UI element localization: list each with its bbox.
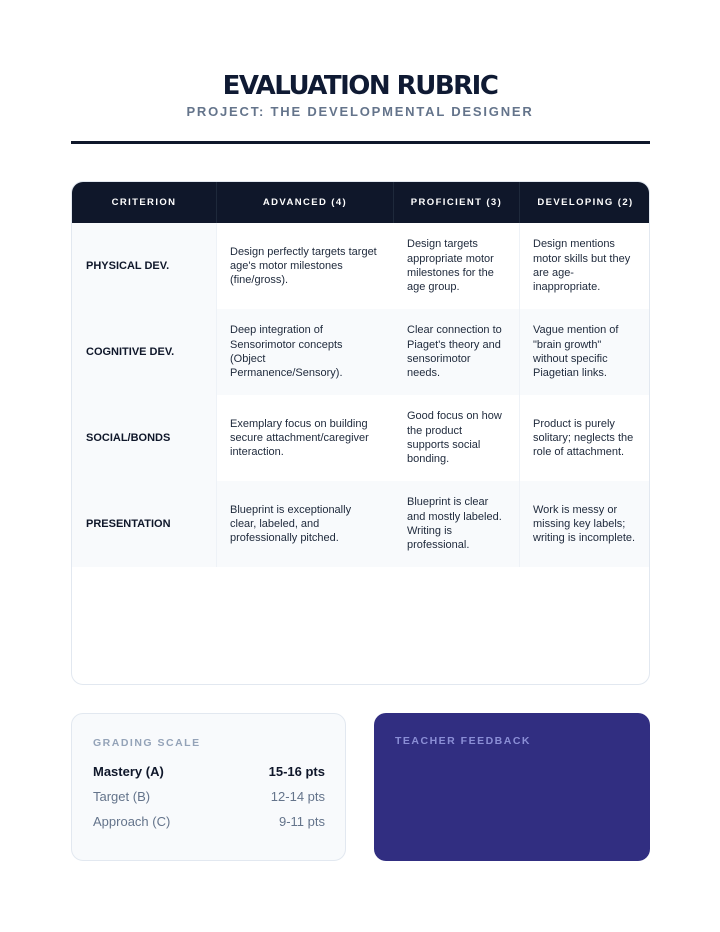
grade-points: 15-16 pts [268, 764, 325, 779]
proficient-cell: Clear connection to Piaget's theory and sensorimotor needs. [393, 309, 519, 395]
grade-name: Approach (C) [93, 814, 171, 829]
grade-row-mastery [93, 764, 325, 782]
grading-scale-card [71, 713, 346, 861]
grade-points: 12-14 pts [270, 789, 325, 804]
column-header-proficient: PROFICIENT (3) [393, 182, 519, 223]
criterion-cell: COGNITIVE DEV. [72, 309, 216, 395]
column-header-developing: DEVELOPING (2) [519, 182, 650, 223]
criterion-cell: SOCIAL/BONDS [72, 395, 216, 481]
proficient-cell: Good focus on how the product supports social bonding. [407, 410, 502, 466]
table-row [72, 481, 649, 567]
grade-row-approach [93, 814, 325, 832]
advanced-cell: Deep integration of Sensorimotor concepts (Object Permanence/Sensory). [216, 309, 393, 395]
header-divider [71, 141, 650, 144]
column-header-criterion: CRITERION [111, 197, 177, 208]
page-header [0, 70, 720, 119]
advanced-cell: Exemplary focus on building secure attachment/caregiver interaction. [230, 417, 369, 459]
rubric-table [71, 181, 650, 685]
column-header-advanced: ADVANCED (4) [216, 182, 393, 223]
developing-cell: Work is messy or missing key labels; writing is incomplete. [519, 481, 650, 567]
proficient-cell: Design targets appropriate motor milestones for the age group. [407, 238, 494, 294]
table-row [72, 395, 649, 481]
table-row [72, 309, 649, 395]
proficient-cell: Blueprint is clear and mostly labeled. Writing is professional. [393, 481, 519, 567]
page-title: EVALUATION RUBRIC [222, 71, 498, 101]
column-divider [519, 223, 520, 567]
grade-name: Mastery (A) [93, 764, 164, 779]
advanced-cell: Blueprint is exceptionally clear, labeled, and professionally pitched. [216, 481, 393, 567]
grade-row-target [93, 789, 325, 807]
column-divider [216, 223, 217, 567]
teacher-feedback-label: TEACHER FEEDBACK [395, 735, 532, 747]
advanced-cell: Design perfectly targets target age's motor milestones (fine/gross). [230, 245, 377, 287]
grade-points: 9-11 pts [278, 814, 325, 829]
table-row [72, 223, 649, 309]
grading-scale-label: GRADING SCALE [93, 737, 201, 749]
criterion-cell: PHYSICAL DEV. [72, 223, 216, 309]
teacher-feedback-card [374, 713, 650, 861]
developing-cell: Design mentions motor skills but they are age-inappropriate. [533, 238, 631, 294]
grade-name: Target (B) [93, 789, 151, 804]
rubric-table-header [72, 182, 649, 223]
page-subtitle: PROJECT: THE DEVELOPMENTAL DESIGNER [186, 104, 534, 119]
criterion-cell: PRESENTATION [72, 481, 216, 567]
developing-cell: Product is purely solitary; neglects the role of attachment. [533, 417, 634, 459]
developing-cell: Vague mention of "brain growth" without specific Piagetian links. [519, 309, 650, 395]
